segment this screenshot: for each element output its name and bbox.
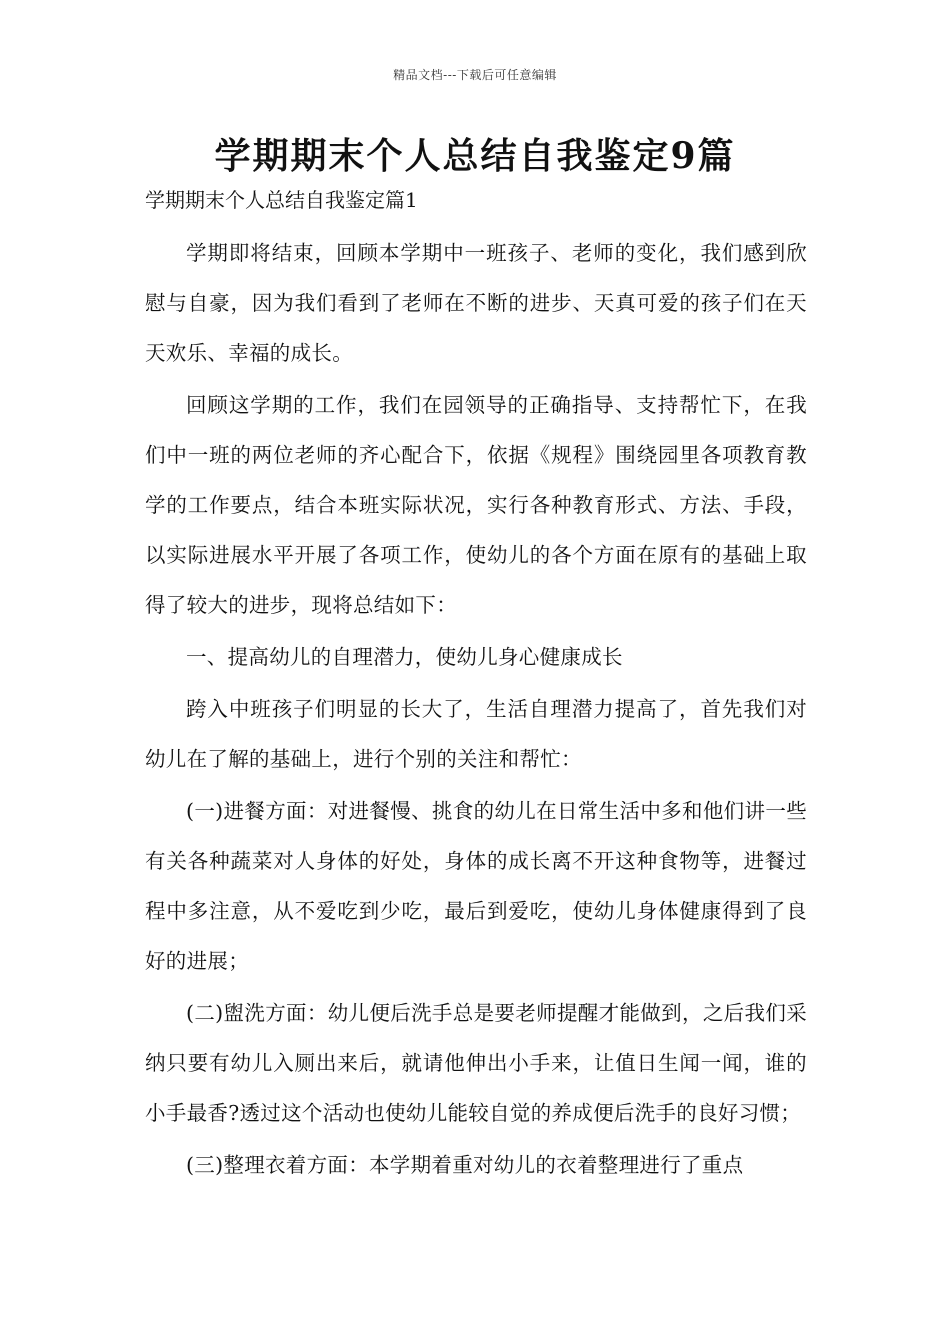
document-title: 学期期末个人总结自我鉴定9篇 xyxy=(214,135,736,177)
paragraph: (三)整理衣着方面：本学期着重对幼儿的衣着整理进行了重点 xyxy=(186,1153,744,1177)
paragraph: 跨入中班孩子们明显的长大了，生活自理潜力提高了，首先我们对幼儿在了解的基础上，进行个别的关注和帮忙： xyxy=(145,697,807,771)
section-heading: 学期期末个人总结自我鉴定篇1 xyxy=(145,188,418,212)
paragraph: (一)进餐方面：对进餐慢、挑食的幼儿在日常生活中多和他们讲一些有关各种蔬菜对人身体的好处，身体的成长离不开这种食物等，进餐过程中多注意，从不爱吃到少吃，最后到爱吃，使幼儿身体健康得到了良好的进展； xyxy=(145,799,807,973)
paragraph: 一、提高幼儿的自理潜力，使幼儿身心健康成长 xyxy=(186,645,623,669)
paragraph: 学期即将结束，回顾本学期中一班孩子、老师的变化，我们感到欣慰与自豪，因为我们看到了老师在不断的进步、天真可爱的孩子们在天天欢乐、幸福的成长。 xyxy=(145,241,807,365)
body-text xyxy=(145,228,807,1192)
paragraph: 回顾这学期的工作，我们在园领导的正确指导、支持帮忙下，在我们中一班的两位老师的齐心配合下，依据《规程》围绕园里各项教育教学的工作要点，结合本班实际状况，实行各种教育形式、方法、手段，以实际进展水平开展了各项工作，使幼儿的各个方面在原有的基础上取得了较大的进步，现将总结如下： xyxy=(145,393,807,617)
paragraph: (二)盥洗方面：幼儿便后洗手总是要老师提醒才能做到，之后我们采纳只要有幼儿入厕出来后，就请他伸出小手来，让值日生闻一闻，谁的小手最香?透过这个活动也使幼儿能较自觉的养成便后洗手的良好习惯； xyxy=(145,1001,807,1125)
header-note: 精品文档---下载后可任意编辑 xyxy=(393,68,557,82)
